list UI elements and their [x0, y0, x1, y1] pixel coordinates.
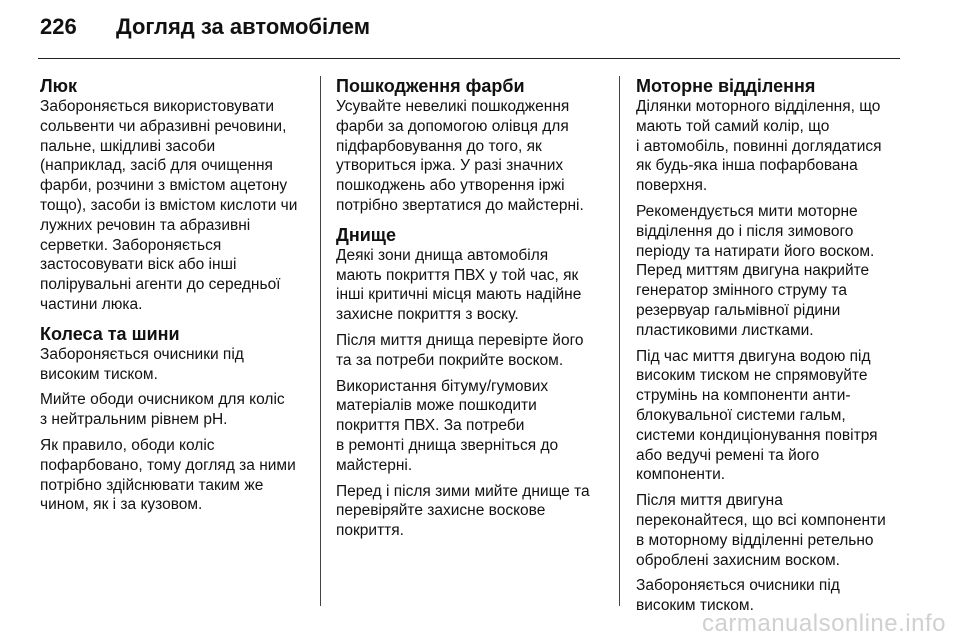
page-header	[40, 14, 370, 48]
column-1	[40, 76, 308, 524]
column-3	[636, 76, 904, 625]
section-heading: Днище	[336, 224, 396, 245]
paragraph: Забороняється використовувати сольвенти чи абразивні речовини, пальне, шкідливі засоби (наприклад, засіб для очищення фарби, розчини з вмістом ацетону тощо), засоби із вмістом кислоти чи лужних речовин та абразивні серветки. Забороняється застосовувати віск або інші полірувальні агенти до середньої частини люка.	[40, 98, 298, 313]
section-heading: Колеса та шини	[40, 323, 180, 344]
section-heading: Люк	[40, 76, 78, 96]
paragraph: Забороняється очисники під високим тиском.	[40, 345, 244, 383]
paragraph: Мийте ободи очисником для коліс з нейтральним рівнем pH.	[40, 391, 285, 429]
section-wheels-tyres	[40, 324, 308, 515]
column-2	[336, 76, 608, 550]
page-number: 226	[40, 14, 77, 39]
column-divider	[320, 76, 321, 606]
section-paint-damage	[336, 76, 608, 216]
paragraph: Перед і після зими мийте днище та перевіряйте захисне воскове покриття.	[336, 482, 590, 540]
paragraph: Після миття двигуна переконайтеся, що всі компоненти в моторному відділенні ретельно оброблені захисним воском.	[636, 492, 886, 569]
column-divider	[619, 76, 620, 606]
paragraph: Як правило, ободи коліс пофарбовано, тому догляд за ними потрібно здійснювати таким же чином, як і за кузовом.	[40, 436, 296, 514]
header-rule	[38, 58, 900, 59]
paragraph: Використання бітуму/гумових матеріалів може пошкодити покриття ПВХ. За потреби в ремонті днища зверніться до майстерні.	[336, 377, 559, 474]
paragraph: Забороняється очисники під високим тиском.	[636, 577, 840, 615]
section-engine-compartment	[636, 76, 904, 616]
paragraph: Рекомендується мити моторне відділення до і після зимового періоду та натирати його воском. Перед миттям двигуна накрийте генератор змінного струму та резервуар гальмівної рідини пластиковими листками.	[636, 202, 875, 339]
paragraph: Після миття днища перевірте його та за потреби покрийте воском.	[336, 331, 584, 369]
paragraph: Під час миття двигуна водою під високим тиском не спрямовуйте струмінь на компоненти анти- блокувальної системи гальм, системи кондиціонування повітря або ведучі ремені та його компоненти.	[636, 347, 878, 484]
paragraph: Усувайте невеликі пошкодження фарби за допомогою олівця для підфарбовування до того, як утвориться іржа. У разі значних пошкоджень або утворення іржі потрібно звертатися до майстерні.	[336, 98, 584, 214]
paragraph: Деякі зони днища автомобіля мають покриття ПВХ у той час, як інші критичні місця мають надійне захисне покриття з воску.	[336, 246, 582, 324]
section-sunroof	[40, 76, 308, 315]
page-title: Догляд за автомобілем	[116, 14, 371, 39]
watermark: carmanualsonline.info	[702, 610, 946, 637]
section-heading: Пошкодження фарби	[336, 76, 525, 96]
paragraph: Ділянки моторного відділення, що мають той самий колір, що і автомобіль, повинні доглядатися як будь-яка інша пофарбована поверхня.	[636, 98, 882, 195]
section-underbody	[336, 225, 608, 541]
section-heading: Моторне відділення	[636, 76, 816, 96]
